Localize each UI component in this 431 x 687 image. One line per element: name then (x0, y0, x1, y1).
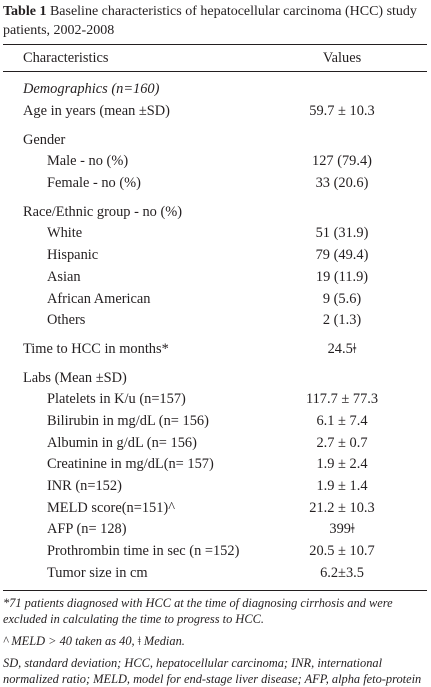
row-label: Time to HCC in months* (23, 340, 169, 357)
table-row (3, 201, 427, 223)
row-label: Asian (47, 268, 81, 285)
row-value: 79 (49.4) (315, 247, 369, 264)
table-row (3, 173, 427, 195)
table-row (3, 454, 427, 476)
row-value: 9 (5.6) (322, 290, 362, 307)
table-row (3, 129, 427, 151)
table-caption (3, 2, 427, 40)
row-label: AFP (n= 128) (47, 521, 127, 538)
row-label: Creatinine in mg/dL(n= 157) (47, 456, 214, 473)
table-row (3, 310, 427, 332)
table-caption-label: Table 1 (3, 4, 47, 19)
table-row (3, 389, 427, 411)
row-label: African American (47, 290, 151, 307)
row-label: Platelets in K/u (n=157) (47, 391, 186, 408)
table-row (3, 79, 427, 101)
characteristics-table (3, 44, 427, 591)
table-row (3, 497, 427, 519)
table-row (3, 411, 427, 433)
row-label: INR (n=152) (47, 478, 122, 495)
row-value: 24.5ǂ (327, 340, 357, 357)
footnote-time-exclusion: *71 patients diagnosed with HCC at the time of diagnosing cirrhosis and were excluded in calculating the time to progress to HCC. (3, 596, 393, 627)
row-label: Others (47, 312, 86, 329)
row-value: 1.9 ± 2.4 (316, 456, 368, 473)
row-value: 59.7 ± 10.3 (309, 103, 375, 120)
section-title-race: Race/Ethnic group - no (%) (23, 203, 183, 220)
row-label: Age in years (mean ±SD) (23, 103, 170, 120)
row-label: Tumor size in cm (47, 564, 148, 581)
row-value: 117.7 ± 77.3 (305, 391, 379, 408)
section-title-gender: Gender (23, 131, 66, 148)
section-title-labs: Labs (Mean ±SD) (23, 369, 127, 386)
table-row (3, 519, 427, 541)
row-value: 2.7 ± 0.7 (316, 434, 368, 451)
row-value: 1.9 ± 1.4 (316, 478, 368, 495)
row-value: 20.5 ± 10.7 (309, 543, 375, 560)
row-label: Hispanic (47, 247, 99, 264)
table-row (3, 562, 427, 584)
footnote-abbreviations: SD, standard deviation; HCC, hepatocellular carcinoma; INR, international normalized ratio; MELD, model for end-stage liver disease; AFP, alpha feto-protein (3, 656, 422, 687)
section-title-demographics: Demographics (n=160) (23, 81, 160, 98)
row-label: Female - no (%) (47, 175, 141, 192)
table-row (3, 267, 427, 289)
row-value: 127 (79.4) (312, 153, 372, 170)
row-value: 6.2±3.5 (320, 564, 364, 581)
footnote-meld-median: ^ MELD > 40 taken as 40, ǂ Median. (3, 634, 185, 649)
table-row (3, 432, 427, 454)
row-label: MELD score(n=151)^ (47, 499, 175, 516)
row-label: Prothrombin time in sec (n =152) (47, 543, 240, 560)
header-characteristics: Characteristics (3, 45, 257, 72)
row-value: 399ǂ (329, 521, 355, 538)
table-row (3, 339, 427, 361)
table-row (3, 223, 427, 245)
row-value: 6.1 ± 7.4 (316, 412, 368, 429)
table-row (3, 367, 427, 389)
table-row (3, 151, 427, 173)
row-value: 51 (31.9) (315, 225, 369, 242)
table-figure (0, 2, 427, 687)
table-row (3, 476, 427, 498)
row-label: White (47, 225, 83, 242)
row-value: 19 (11.9) (315, 268, 369, 285)
row-label: Bilirubin in mg/dL (n= 156) (47, 412, 209, 429)
table-row (3, 541, 427, 563)
row-label: Albumin in g/dL (n= 156) (47, 434, 197, 451)
table-header-row (3, 45, 427, 72)
row-value: 33 (20.6) (315, 175, 369, 192)
row-value: 21.2 ± 10.3 (309, 499, 375, 516)
table-row (3, 245, 427, 267)
table-caption-text: Baseline characteristics of hepatocellular carcinoma (HCC) study patients, 2002-2008 (3, 4, 417, 38)
row-value: 2 (1.3) (322, 312, 362, 329)
row-label: Male - no (%) (47, 153, 129, 170)
table-row (3, 101, 427, 123)
table-row (3, 288, 427, 310)
table-footnotes (3, 595, 427, 687)
header-values: Values (257, 45, 427, 72)
